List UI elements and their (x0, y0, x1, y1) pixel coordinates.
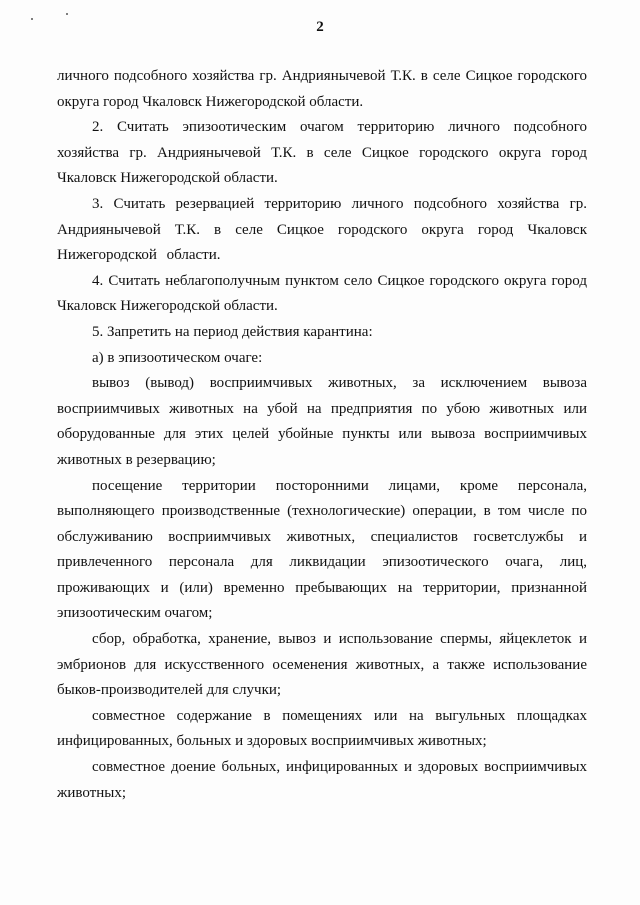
paragraph-ban-visits: посещение территории посторонними лицами, кроме персонала, выполняющего производственные (технологические) операции, в том числе по обслуживанию восприимчивых животных, специалистов госветслужбы и привлеченного персонала для ликвидации эпизоотического очага, лиц, проживающих и (или) временно пребывающих на территории, признанной эпизоотическим очагом; (57, 477, 587, 622)
paragraph-subitem-a: а) в эпизоотическом очаге: (92, 349, 263, 366)
document-body (57, 64, 587, 806)
paragraph-item-5: 5. Запретить на период действия карантина: (92, 323, 373, 340)
paragraph-continuation: личного подсобного хозяйства гр. Андриянычевой Т.К. в селе Сицкое городского округа город Чкаловск Нижегородской области. (57, 68, 587, 110)
paragraph-ban-joint-milking: совместное доение больных, инфицированных и здоровых восприимчивых животных; (57, 759, 587, 801)
paragraph-ban-joint-keeping: совместное содержание в помещениях или на выгульных площадках инфицированных, больных и здоровых восприимчивых животных; (57, 707, 587, 750)
paragraph-item-2: 2. Считать эпизоотическим очагом территорию личного подсобного хозяйства гр. Андриянычевой Т.К. в селе Сицкое городского округа город Чкаловск Нижегородской области. (57, 119, 587, 187)
paragraph-item-4: 4. Считать неблагополучным пунктом село Сицкое городского округа город Чкаловск Нижегородской области. (57, 272, 587, 315)
scan-speck (66, 13, 68, 15)
page-number: 2 (316, 19, 324, 35)
paragraph-ban-removal: вывоз (вывод) восприимчивых животных, за исключением вывоза восприимчивых животных на убой на предприятия по убою животных или оборудованные для этих целей убойные пункты или вывоза восприимчивых животных в резервацию; (57, 375, 587, 468)
paragraph-item-3: 3. Считать резервацией территорию личного подсобного хозяйства гр. Андриянычевой Т.К. в селе Сицкое городского округа город Чкаловск Нижегородской области. (57, 195, 587, 264)
paragraph-ban-sperm: сбор, обработка, хранение, вывоз и использование спермы, яйцеклеток и эмбрионов для искусственного осеменения животных, а также использование быков-производителей для случки; (57, 631, 587, 699)
